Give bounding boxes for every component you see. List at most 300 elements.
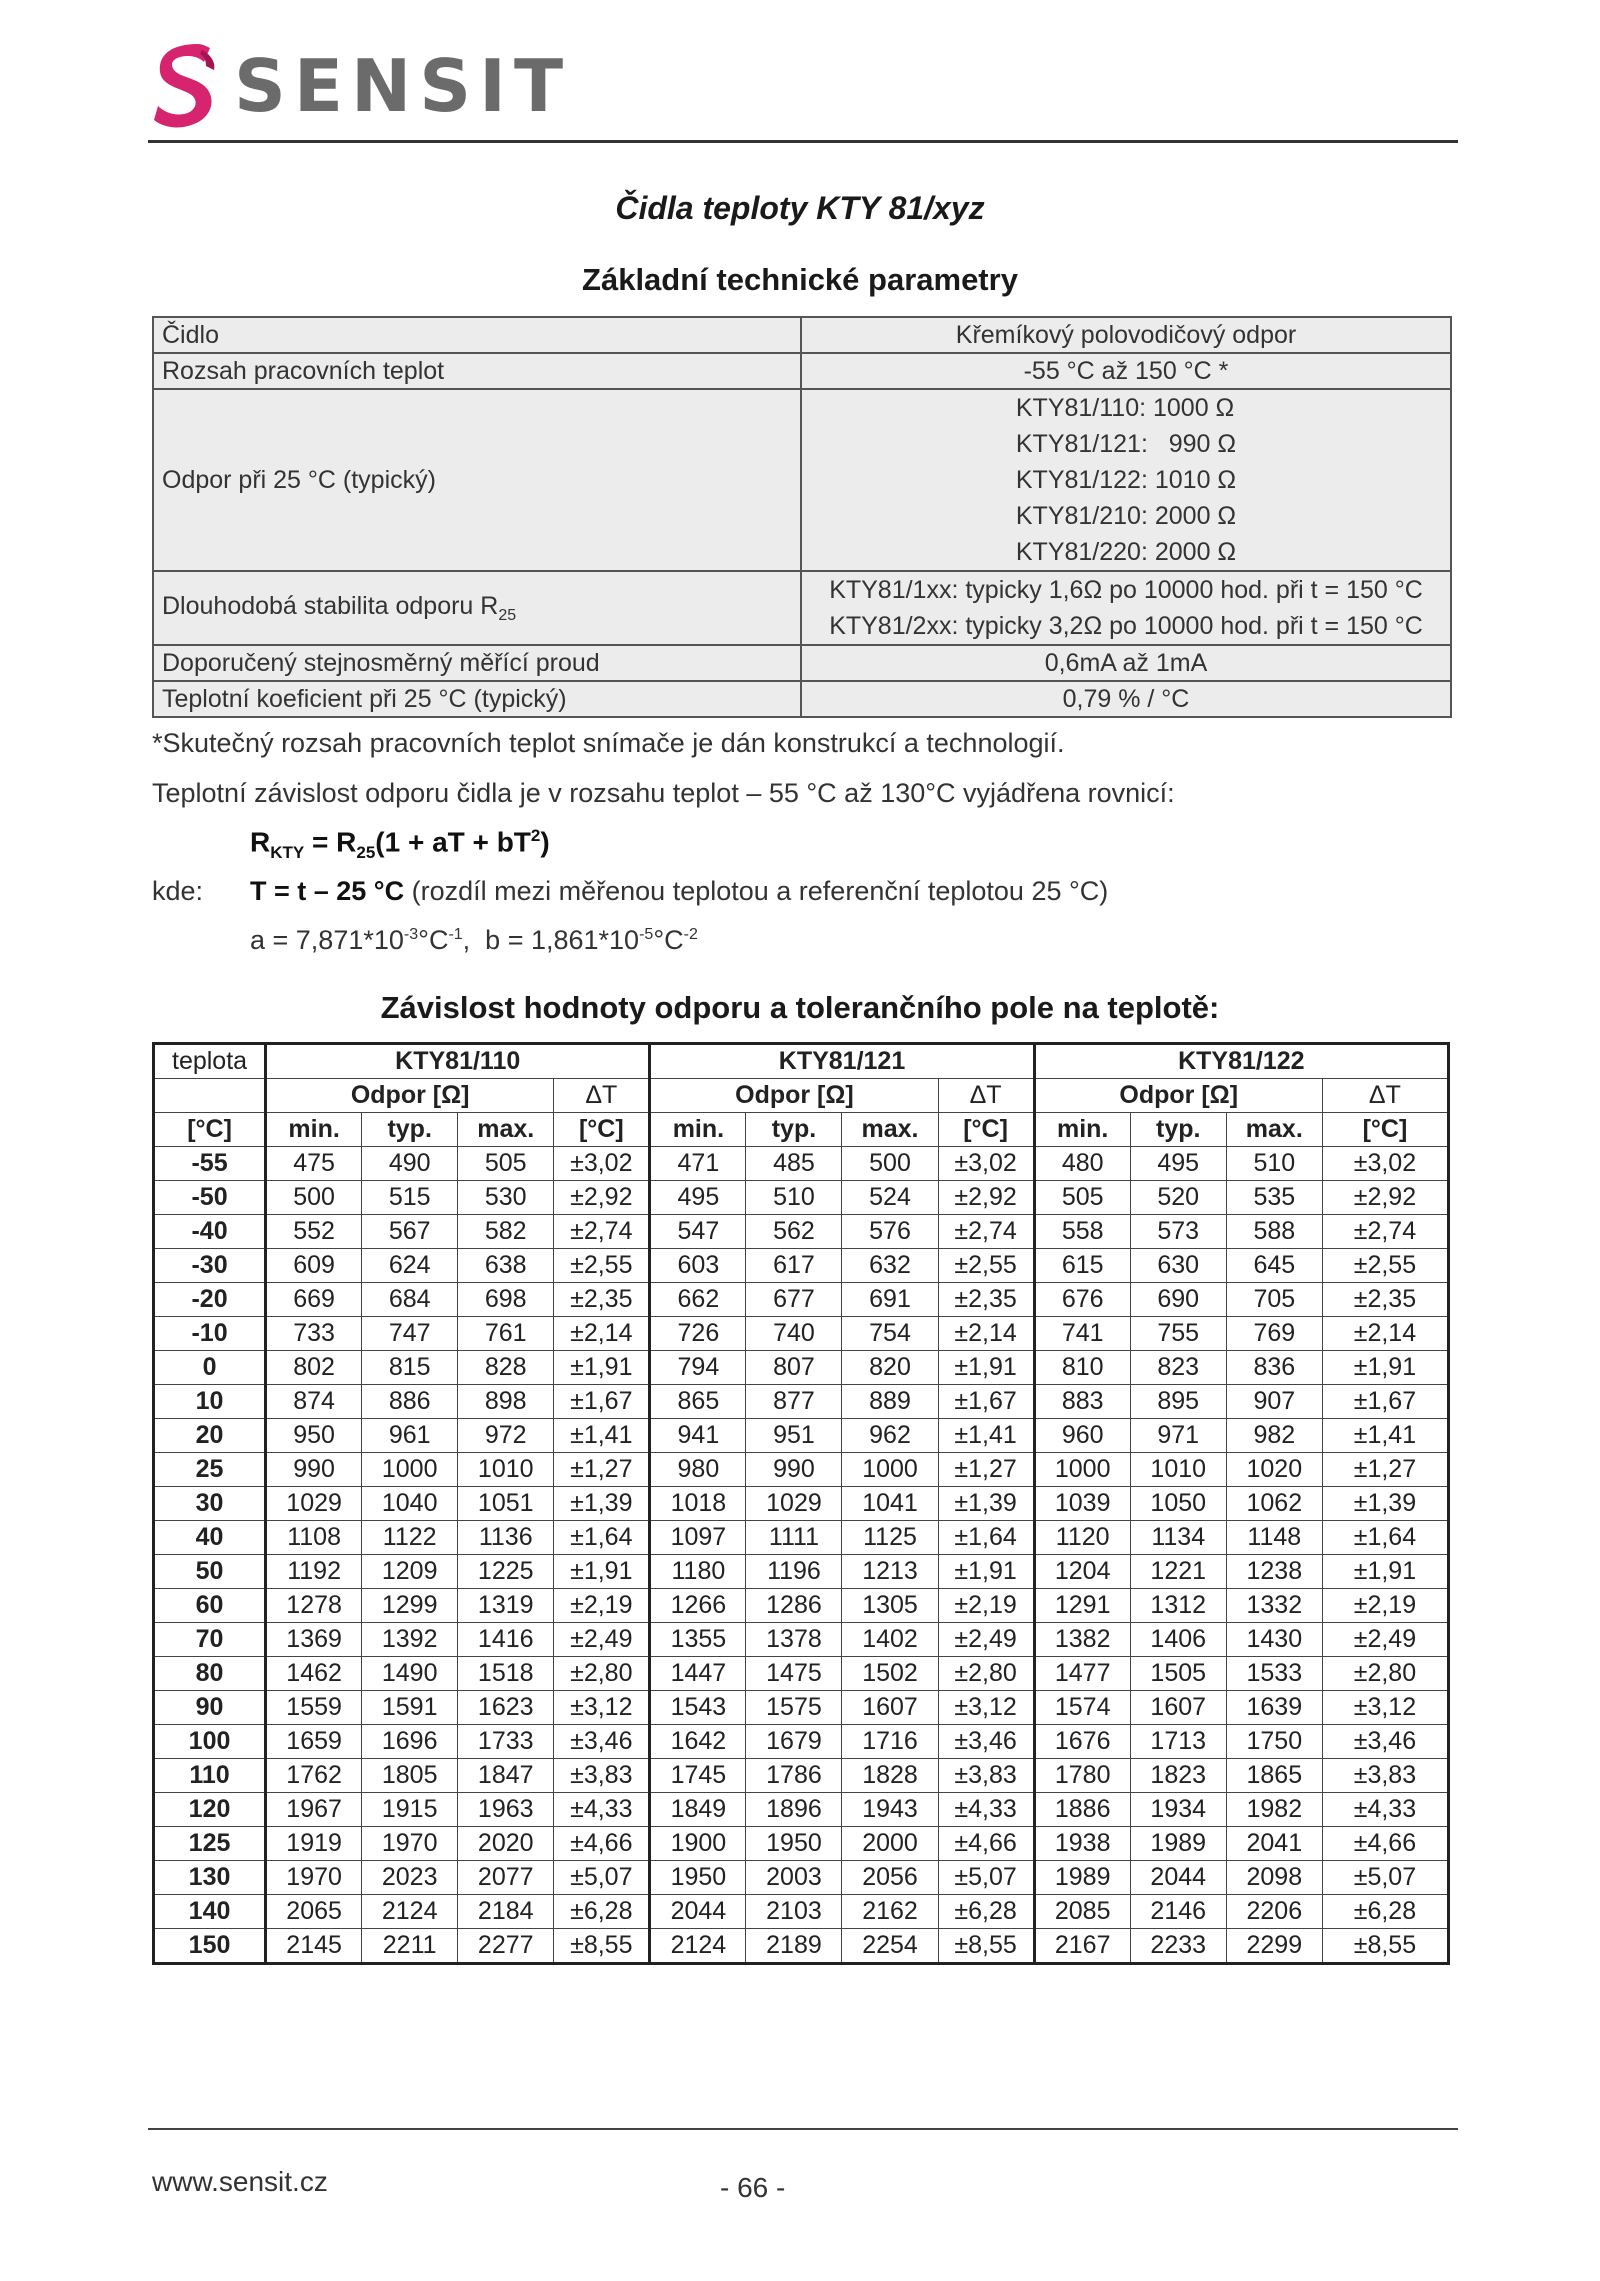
table-row [154,1181,1449,1215]
footer-divider [148,2128,1458,2130]
stability-value: KTY81/1xx: typicky 1,6Ω po 10000 hod. při t = 150 °C [829,576,1423,604]
value-cell: ±2,80 [1322,1657,1448,1691]
value-cell: ±2,80 [554,1657,650,1691]
value-cell: ±2,92 [1322,1181,1448,1215]
eq-sup: 2 [530,826,541,845]
temperature-cell: 120 [154,1793,266,1827]
table-row [154,1147,1449,1181]
value-cell: 471 [650,1147,746,1181]
col-header: [°C] [554,1113,650,1147]
value-cell: 705 [1226,1283,1322,1317]
delta-header: ΔT [554,1079,650,1113]
value-cell: 1000 [842,1453,938,1487]
coef-a-unit-exp: -1 [448,926,463,943]
value-cell: 1378 [746,1623,842,1657]
value-cell: 951 [746,1419,842,1453]
value-cell: 886 [362,1385,458,1419]
value-cell: ±5,07 [1322,1861,1448,1895]
eq-end: ) [540,826,550,858]
value-cell: 1018 [650,1487,746,1521]
value-cell: 2146 [1130,1895,1226,1929]
value-cell: ±2,74 [554,1215,650,1249]
value-cell: 1982 [1226,1793,1322,1827]
value-cell: ±3,12 [1322,1691,1448,1725]
value-cell: 1020 [1226,1453,1322,1487]
value-cell: 573 [1130,1215,1226,1249]
value-cell: 1416 [458,1623,554,1657]
value-cell: 1196 [746,1555,842,1589]
value-cell: 1010 [458,1453,554,1487]
value-cell: 1406 [1130,1623,1226,1657]
value-cell: 1676 [1034,1725,1130,1759]
column-header-row [154,1113,1449,1147]
param-row-coefficient [153,681,1451,717]
value-cell: ±3,83 [938,1759,1034,1793]
value-cell: ±2,14 [1322,1317,1448,1351]
value-cell: ±2,35 [1322,1283,1448,1317]
resistance-table-body [154,1147,1449,1964]
value-cell: ±4,66 [1322,1827,1448,1861]
table-row [154,1725,1449,1759]
value-cell: ±6,28 [554,1895,650,1929]
value-cell: 1299 [362,1589,458,1623]
value-cell: ±2,19 [938,1589,1034,1623]
temperature-cell: 25 [154,1453,266,1487]
value-cell: 567 [362,1215,458,1249]
value-cell: 2003 [746,1861,842,1895]
equation [250,826,550,863]
value-cell: 1745 [650,1759,746,1793]
resistance-header: Odpor [Ω] [266,1079,554,1113]
value-cell: 2124 [362,1895,458,1929]
value-cell: 883 [1034,1385,1130,1419]
brand-name: SENSIT [234,44,572,128]
value-cell: ±3,12 [554,1691,650,1725]
value-cell: ±2,19 [1322,1589,1448,1623]
value-cell: 690 [1130,1283,1226,1317]
value-cell: 761 [458,1317,554,1351]
temperature-cell: 30 [154,1487,266,1521]
value-cell: 990 [746,1453,842,1487]
table-row [154,1623,1449,1657]
value-cell: 1642 [650,1725,746,1759]
value-cell: 1713 [1130,1725,1226,1759]
value-cell: 1865 [1226,1759,1322,1793]
temperature-cell: 100 [154,1725,266,1759]
value-cell: ±4,33 [938,1793,1034,1827]
value-cell: ±1,27 [554,1453,650,1487]
value-cell: 603 [650,1249,746,1283]
value-cell: 1679 [746,1725,842,1759]
col-header: typ. [746,1113,842,1147]
temperature-cell: -30 [154,1249,266,1283]
value-cell: 1192 [266,1555,362,1589]
value-cell: 2124 [650,1929,746,1964]
temperature-cell: 0 [154,1351,266,1385]
param-label: Odpor při 25 °C (typický) [153,389,801,571]
value-cell: 1312 [1130,1589,1226,1623]
coef-b-unit-exp: -2 [683,926,698,943]
value-cell: ±2,92 [938,1181,1034,1215]
value-cell: 562 [746,1215,842,1249]
value-cell: ±1,41 [554,1419,650,1453]
value-cell: 2184 [458,1895,554,1929]
table-row [154,1555,1449,1589]
value-cell: ±4,33 [554,1793,650,1827]
value-cell: ±2,55 [554,1249,650,1283]
value-cell: 1213 [842,1555,938,1589]
value-cell: 898 [458,1385,554,1419]
table-row [154,1487,1449,1521]
value-cell: 524 [842,1181,938,1215]
value-cell: 1108 [266,1521,362,1555]
value-cell: 1369 [266,1623,362,1657]
value-cell: ±1,91 [554,1351,650,1385]
value-cell: ±8,55 [938,1929,1034,1964]
sub-header-row [154,1079,1449,1113]
value-cell: 1039 [1034,1487,1130,1521]
value-cell: 960 [1034,1419,1130,1453]
value-cell: 1111 [746,1521,842,1555]
param-row-range [153,353,1451,389]
table-row [154,1929,1449,1964]
value-cell: 1136 [458,1521,554,1555]
value-cell: 1518 [458,1657,554,1691]
value-cell: ±1,39 [1322,1487,1448,1521]
value-cell: 1950 [746,1827,842,1861]
table-row [154,1759,1449,1793]
value-cell: 754 [842,1317,938,1351]
value-cell: 2162 [842,1895,938,1929]
temperature-cell: 130 [154,1861,266,1895]
value-cell: 1733 [458,1725,554,1759]
value-cell: 490 [362,1147,458,1181]
value-cell: 1505 [1130,1657,1226,1691]
param-row-current [153,645,1451,681]
value-cell: ±3,12 [938,1691,1034,1725]
value-cell: ±2,19 [554,1589,650,1623]
temperature-cell: 80 [154,1657,266,1691]
value-cell: ±1,67 [554,1385,650,1419]
value-cell: 1543 [650,1691,746,1725]
stability-value: KTY81/2xx: typicky 3,2Ω po 10000 hod. při t = 150 °C [829,612,1423,640]
value-cell: 874 [266,1385,362,1419]
value-cell: 2277 [458,1929,554,1964]
temp-header-blank [154,1079,266,1113]
value-cell: 741 [1034,1317,1130,1351]
value-cell: 2145 [266,1929,362,1964]
value-cell: 962 [842,1419,938,1453]
value-cell: 1000 [362,1453,458,1487]
value-cell: 1382 [1034,1623,1130,1657]
value-cell: 2065 [266,1895,362,1929]
value-cell: 588 [1226,1215,1322,1249]
value-cell: 2254 [842,1929,938,1964]
value-cell: 1402 [842,1623,938,1657]
table-row [154,1317,1449,1351]
value-cell: 820 [842,1351,938,1385]
value-cell: 1477 [1034,1657,1130,1691]
footer-url: www.sensit.cz [152,2166,328,2197]
table-row [154,1521,1449,1555]
value-cell: ±3,02 [1322,1147,1448,1181]
value-cell: 1319 [458,1589,554,1623]
value-cell: 1305 [842,1589,938,1623]
col-header: typ. [362,1113,458,1147]
value-cell: 500 [266,1181,362,1215]
col-header: max. [1226,1113,1322,1147]
value-cell: ±1,67 [938,1385,1034,1419]
value-cell: 1225 [458,1555,554,1589]
value-cell: 740 [746,1317,842,1351]
value-cell: 971 [1130,1419,1226,1453]
value-cell: 1204 [1034,1555,1130,1589]
value-cell: 2020 [458,1827,554,1861]
param-label: Teplotní koeficient při 25 °C (typický) [153,681,801,717]
value-cell: ±1,39 [938,1487,1034,1521]
table-row [154,1419,1449,1453]
value-cell: 1097 [650,1521,746,1555]
col-header: min. [650,1113,746,1147]
value-cell: 638 [458,1249,554,1283]
value-cell: 980 [650,1453,746,1487]
temp-header: teplota [154,1044,266,1079]
col-header: max. [842,1113,938,1147]
value-cell: 1938 [1034,1827,1130,1861]
value-cell: 676 [1034,1283,1130,1317]
temperature-cell: 20 [154,1419,266,1453]
value-cell: ±1,91 [938,1555,1034,1589]
value-cell: ±1,67 [1322,1385,1448,1419]
value-cell: ±2,74 [1322,1215,1448,1249]
table-row [154,1215,1449,1249]
value-cell: ±3,46 [1322,1725,1448,1759]
param-value: 0,6mA až 1mA [801,645,1451,681]
resistance-value: KTY81/220: 2000 Ω [1015,538,1237,566]
value-cell: ±1,91 [1322,1555,1448,1589]
resistance-values [1016,390,1236,570]
value-cell: 1886 [1034,1793,1130,1827]
value-cell: 515 [362,1181,458,1215]
value-cell: 726 [650,1317,746,1351]
value-cell: 1786 [746,1759,842,1793]
value-cell: 1915 [362,1793,458,1827]
value-cell: 1029 [266,1487,362,1521]
delta-header: ΔT [1322,1079,1448,1113]
temperature-cell: 40 [154,1521,266,1555]
value-cell: 552 [266,1215,362,1249]
value-cell: 582 [458,1215,554,1249]
value-cell: 1430 [1226,1623,1322,1657]
value-cell: 907 [1226,1385,1322,1419]
value-cell: 495 [1130,1147,1226,1181]
coef-a-unit: °C [418,925,449,955]
page-number: - 66 - [720,2172,786,2203]
value-cell: 1659 [266,1725,362,1759]
value-cell: 2098 [1226,1861,1322,1895]
table-row [154,1827,1449,1861]
value-cell: 1125 [842,1521,938,1555]
value-cell: ±2,55 [1322,1249,1448,1283]
value-cell: 836 [1226,1351,1322,1385]
value-cell: 2206 [1226,1895,1322,1929]
value-cell: 662 [650,1283,746,1317]
resistance-header: Odpor [Ω] [650,1079,938,1113]
value-cell: 961 [362,1419,458,1453]
where-explanation: (rozdíl mezi měřenou teplotou a referenční teplotou 25 °C) [404,876,1109,906]
table-title: Závislost hodnoty odporu a tolerančního pole na teplotě: [380,990,1220,1025]
value-cell: ±2,35 [554,1283,650,1317]
value-cell: ±2,55 [938,1249,1034,1283]
eq-r: R [250,826,271,858]
value-cell: 609 [266,1249,362,1283]
value-cell: 1950 [650,1861,746,1895]
value-cell: 530 [458,1181,554,1215]
stability-label: Dlouhodobá stabilita odporu R [162,591,499,620]
value-cell: 1355 [650,1623,746,1657]
value-cell: 669 [266,1283,362,1317]
eq-r-sub: KTY [270,842,305,862]
temperature-cell: 60 [154,1589,266,1623]
value-cell: 630 [1130,1249,1226,1283]
value-cell: 794 [650,1351,746,1385]
value-cell: 807 [746,1351,842,1385]
value-cell: 755 [1130,1317,1226,1351]
value-cell: 691 [842,1283,938,1317]
value-cell: 1970 [266,1861,362,1895]
temperature-cell: 110 [154,1759,266,1793]
value-cell: ±1,91 [938,1351,1034,1385]
value-cell: 480 [1034,1147,1130,1181]
sensit-logo [150,40,572,135]
value-cell: 2000 [842,1827,938,1861]
param-label [153,571,801,645]
param-value: Křemíkový polovodičový odpor [801,317,1451,353]
value-cell: 1963 [458,1793,554,1827]
table-row [154,1861,1449,1895]
value-cell: 1180 [650,1555,746,1589]
where-label: kde: [152,876,204,906]
value-cell: 1000 [1034,1453,1130,1487]
value-cell: 520 [1130,1181,1226,1215]
col-header: [°C] [1322,1113,1448,1147]
value-cell: 1010 [1130,1453,1226,1487]
value-cell: 1134 [1130,1521,1226,1555]
value-cell: ±3,02 [938,1147,1034,1181]
value-cell: ±2,14 [554,1317,650,1351]
eq-equals: = R [304,826,357,858]
value-cell: 1332 [1226,1589,1322,1623]
value-cell: 535 [1226,1181,1322,1215]
value-cell: 733 [266,1317,362,1351]
temperature-cell: -55 [154,1147,266,1181]
table-row [154,1351,1449,1385]
value-cell: 1967 [266,1793,362,1827]
param-value [801,389,1451,571]
value-cell: ±3,83 [1322,1759,1448,1793]
value-cell: 684 [362,1283,458,1317]
value-cell: ±3,46 [554,1725,650,1759]
value-cell: 547 [650,1215,746,1249]
param-row-sensor [153,317,1451,353]
value-cell: 2044 [1130,1861,1226,1895]
value-cell: 1989 [1130,1827,1226,1861]
eq-body: (1 + aT + bT [375,826,531,858]
params-section-title: Základní technické parametry [582,262,1018,297]
temperature-cell: -10 [154,1317,266,1351]
table-row [154,1453,1449,1487]
group-header: KTY81/122 [1034,1044,1448,1079]
coef-b-unit: °C [653,925,684,955]
resistance-value: KTY81/121: 990 Ω [1015,430,1237,458]
footnote: *Skutečný rozsah pracovních teplot snímače je dán konstrukcí a technologií. [152,728,1065,758]
value-cell: ±2,74 [938,1215,1034,1249]
value-cell: 895 [1130,1385,1226,1419]
table-row [154,1385,1449,1419]
value-cell: 802 [266,1351,362,1385]
value-cell: 1896 [746,1793,842,1827]
param-label: Rozsah pracovních teplot [153,353,801,389]
group-header-row [154,1044,1449,1079]
value-cell: 1970 [362,1827,458,1861]
value-cell: ±3,46 [938,1725,1034,1759]
temperature-cell: 125 [154,1827,266,1861]
value-cell: ±6,28 [938,1895,1034,1929]
value-cell: 950 [266,1419,362,1453]
value-cell: 1266 [650,1589,746,1623]
coef-b: , b = 1,861*10 [462,925,640,955]
value-cell: ±4,66 [554,1827,650,1861]
value-cell: 990 [266,1453,362,1487]
temperature-cell: -50 [154,1181,266,1215]
value-cell: ±2,49 [554,1623,650,1657]
value-cell: 558 [1034,1215,1130,1249]
value-cell: 624 [362,1249,458,1283]
value-cell: 1122 [362,1521,458,1555]
value-cell: 972 [458,1419,554,1453]
table-row [154,1249,1449,1283]
value-cell: 1062 [1226,1487,1322,1521]
where-formula: T = t – 25 °C [250,876,405,906]
col-header: min. [266,1113,362,1147]
value-cell: ±8,55 [1322,1929,1448,1964]
value-cell: 505 [1034,1181,1130,1215]
value-cell: 877 [746,1385,842,1419]
col-header: min. [1034,1113,1130,1147]
value-cell: 1847 [458,1759,554,1793]
value-cell: 1462 [266,1657,362,1691]
value-cell: 1762 [266,1759,362,1793]
temperature-cell: 10 [154,1385,266,1419]
value-cell: 810 [1034,1351,1130,1385]
value-cell: 2189 [746,1929,842,1964]
value-cell: 1591 [362,1691,458,1725]
value-cell: 1502 [842,1657,938,1691]
param-row-resistance [153,389,1451,571]
value-cell: 1639 [1226,1691,1322,1725]
value-cell: 510 [746,1181,842,1215]
dependency-text: Teplotní závislost odporu čidla je v rozsahu teplot – 55 °C až 130°C vyjádřena rovnicí: [152,778,1175,808]
value-cell: ±1,39 [554,1487,650,1521]
value-cell: 1238 [1226,1555,1322,1589]
value-cell: 1623 [458,1691,554,1725]
value-cell: 1148 [1226,1521,1322,1555]
value-cell: ±2,49 [938,1623,1034,1657]
value-cell: 1780 [1034,1759,1130,1793]
value-cell: 632 [842,1249,938,1283]
value-cell: 2044 [650,1895,746,1929]
header-divider [148,140,1458,143]
